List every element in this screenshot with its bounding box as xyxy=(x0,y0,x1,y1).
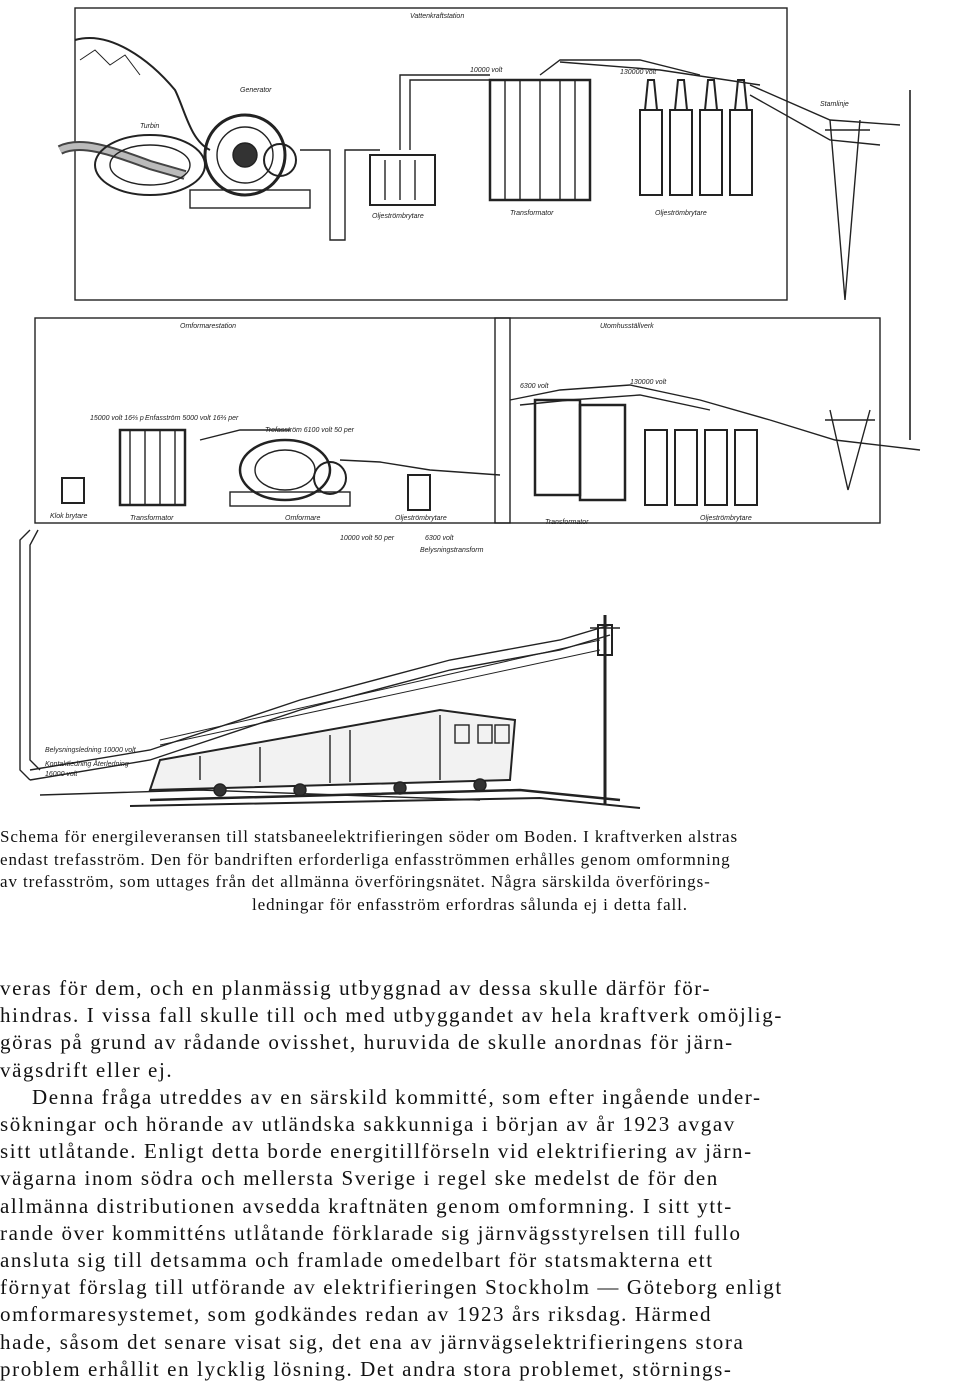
body-line: förnyat förslag till utförande av elektrifieringen Stockholm — Göteborg enligt xyxy=(0,1275,783,1300)
label-turbin: Turbin xyxy=(140,123,160,130)
caption-line: ledningar för enfasström erfordras sålunda ej i detta fall. xyxy=(252,894,688,914)
label-volt-16000: 16000 volt xyxy=(45,771,78,778)
label-kontaktledning: Kontaktledning Återledning xyxy=(45,761,129,768)
label-enfas: 15000 volt 16⅔ p xyxy=(90,415,144,422)
body-line: allmänna distributionen avsedda kraftnäten genom omformning. I sitt ytt- xyxy=(0,1193,733,1218)
label-transformator-3: Transformator xyxy=(545,519,589,526)
label-volt-10000-b: 10000 volt 50 per xyxy=(340,535,395,542)
body-line: rande över kommitténs utlåtande förklarade sig järnvägsstyrelsen till fullo xyxy=(0,1220,742,1245)
label-transformator-2: Transformator xyxy=(130,515,174,522)
label-klok-brytare: Klok brytare xyxy=(50,513,88,520)
label-volt-130000: 130000 volt xyxy=(620,69,657,76)
label-top-station: Vattenkraftstation xyxy=(410,13,465,20)
caption-line: endast trefasström. Den för bandriften erforderliga enfasströmmen erhålles genom omformning xyxy=(0,849,731,869)
body-line: omformaresystemet, som godkändes redan av 1923 års riksdag. Härmed xyxy=(0,1302,713,1327)
figure-caption xyxy=(0,826,940,916)
caption-line: Schema för energileveransen till statsbaneelektrifieringen söder om Boden. I kraftverken alstras xyxy=(0,827,738,846)
body-line: vägsdrift eller ej. xyxy=(0,1057,174,1082)
label-volt-10000: 10000 volt xyxy=(470,67,503,74)
body-line: problem erhållit en lycklig lösning. Det andra stora problemet, störnings- xyxy=(0,1356,733,1381)
body-line: sitt utlåtande. Enligt detta borde energitillförseln vid elektrifiering av järn- xyxy=(0,1139,753,1164)
caption-line: av trefasström, som uttages från det allmänna överföringsnätet. Några särskilda överförings- xyxy=(0,872,711,891)
label-oljestrombrytare-1: Oljeströmbrytare xyxy=(372,213,424,220)
body-line: Denna fråga utreddes av en särskild kommitté, som efter ingående under- xyxy=(32,1084,762,1109)
label-stamlinje: Stamlinje xyxy=(820,101,849,108)
body-paragraphs xyxy=(0,975,940,1383)
label-belysningstransform: Belysningstransform xyxy=(420,547,484,554)
label-oljestrombrytare-4: Oljeströmbrytare xyxy=(700,515,752,522)
label-belysningsledning: Belysningsledning 10000 volt xyxy=(45,747,136,754)
label-omformare: Omformare xyxy=(285,515,321,522)
body-line: hindras. I vissa fall skulle till och med utbyggandet av hela kraftverk omöjlig- xyxy=(0,1003,783,1028)
label-oljestrombrytare-2: Oljeströmbrytare xyxy=(655,210,707,217)
label-volt-130000-b: 130000 volt xyxy=(630,379,667,386)
label-oljestrombrytare-3: Oljeströmbrytare xyxy=(395,515,447,522)
label-trefasstrom: Trefasström 6100 volt 50 per xyxy=(265,427,354,434)
label-generator: Generator xyxy=(240,87,272,94)
label-volt-6300: 6300 volt xyxy=(520,383,549,390)
label-transformator-1: Transformator xyxy=(510,210,554,217)
body-line: hade, såsom det senare visat sig, det ena av järnvägselektrifieringens stora xyxy=(0,1329,745,1354)
label-enfasstrom: Enfasström 5000 volt 16⅔ per xyxy=(145,415,239,422)
label-utomhusstallverk: Utomhusställverk xyxy=(600,323,654,330)
label-omformarestation: Omformarestation xyxy=(180,323,237,330)
body-line: veras för dem, och en planmässig utbyggnad av dessa skulle därför för- xyxy=(0,976,712,1000)
label-volt-6300-b: 6300 volt xyxy=(425,535,454,542)
hydro-station-section xyxy=(60,8,900,300)
body-line: sökningar och hörande av utländska sakkunniga i början av år 1923 avgav xyxy=(0,1112,736,1137)
body-line: vägarna inom södra och mellersta Sverige i regel ske medelst de för den xyxy=(0,1166,719,1191)
body-line: ansluta sig till detsamma och framlade omedelbart för statsmakterna ett xyxy=(0,1248,714,1273)
body-line: göras på grund av rådande ovisshet, huruvida de skulle anordnas för järn- xyxy=(0,1030,734,1055)
